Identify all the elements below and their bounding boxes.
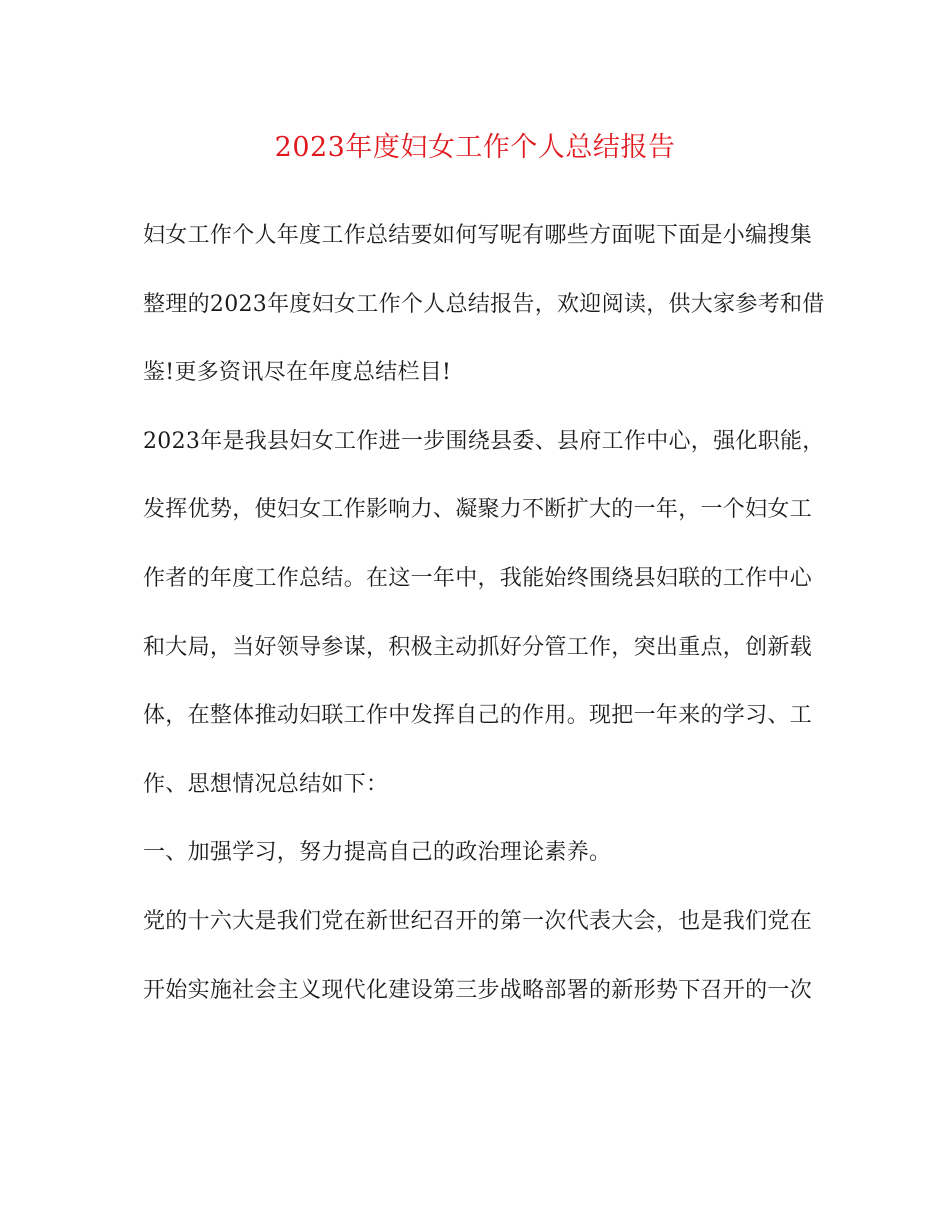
body-line: 整理的2023年度妇女工作个人总结报告，欢迎阅读，供大家参考和借 <box>143 291 825 317</box>
section-heading: 一、加强学习，努力提高自己的政治理论素养。 <box>143 840 612 866</box>
body-line: 开始实施社会主义现代化建设第三步战略部署的新形势下召开的一次 <box>143 977 813 1003</box>
body-line: 妇女工作个人年度工作总结要如何写呢有哪些方面呢下面是小编搜集 <box>143 223 813 248</box>
body-line: 发挥优势，使妇女工作影响力、凝聚力不断扩大的一年，一个妇女工 <box>143 497 813 523</box>
body-line: 作者的年度工作总结。在这一年中，我能始终围绕县妇联的工作中心 <box>143 565 813 591</box>
body-line: 作、思想情况总结如下： <box>143 771 389 797</box>
body-line: 党的十六大是我们党在新世纪召开的第一次代表大会，也是我们党在 <box>143 908 813 934</box>
document-title: 2023年度妇女工作个人总结报告 <box>274 132 676 163</box>
body-line: 体，在整体推动妇联工作中发挥自己的作用。现把一年来的学习、工 <box>143 703 813 729</box>
document-body <box>143 216 825 1039</box>
body-line: 2023年是我县妇女工作进一步围绕县委、县府工作中心，强化职能， <box>143 428 825 454</box>
body-line: 鉴!更多资讯尽在年度总结栏目! <box>143 360 452 386</box>
body-line: 和大局，当好领导参谋，积极主动抓好分管工作，突出重点，创新载 <box>143 634 813 660</box>
